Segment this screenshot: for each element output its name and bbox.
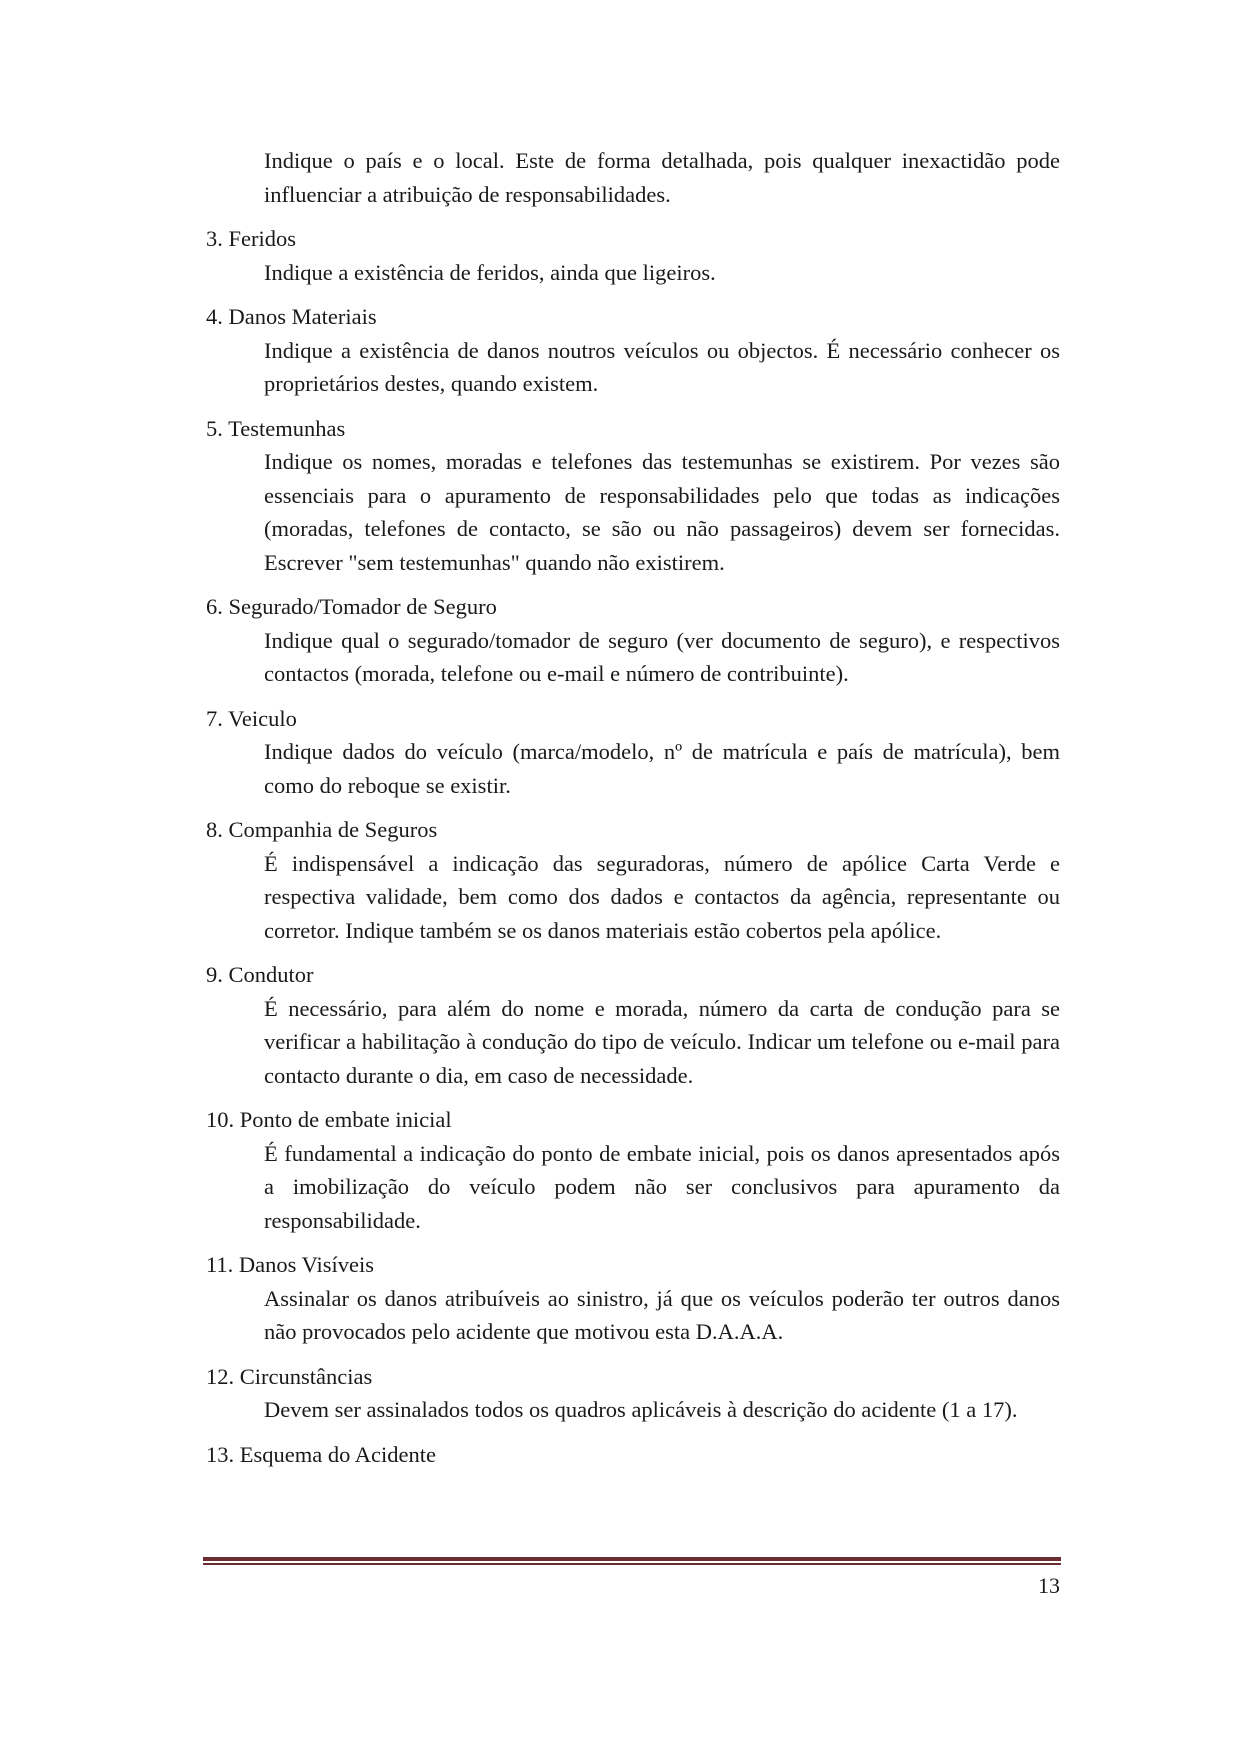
list-item <box>206 222 1060 289</box>
list-item <box>206 300 1060 401</box>
footer-rule-thick <box>203 1557 1061 1561</box>
list-item <box>206 1360 1060 1427</box>
item-title: 9. Condutor <box>206 962 314 987</box>
list-item <box>206 1248 1060 1349</box>
item-description: Indique qual o segurado/tomador de seguro (ver documento de seguro), e respectivos contactos (morada, telefone ou e-mail e número de contribuinte). <box>264 627 1060 686</box>
item-description: Indique a existência de danos noutros veículos ou objectos. É necessário conhecer os proprietários destes, quando existem. <box>264 337 1060 396</box>
footer-rule-thin <box>203 1563 1061 1565</box>
item-title: 7. Veiculo <box>206 705 297 731</box>
item-title: 12. Circunstâncias <box>206 1363 373 1389</box>
item-description: É indispensável a indicação das seguradoras, número de apólice Carta Verde e respectiva validade, bem como dos dados e contactos da agência, representante ou corretor. Indique também se os danos materiais estão cobertos pela apólice. <box>264 850 1060 943</box>
item-title: 4. Danos Materiais <box>206 304 377 329</box>
item-title: 10. Ponto de embate inicial <box>206 1107 452 1132</box>
list-item <box>206 958 1060 1092</box>
list-item <box>206 590 1060 691</box>
intro-paragraph: Indique o país e o local. Este de forma detalhada, pois qualquer inexactidão pode influenciar a atribuição de responsabilidades. <box>264 148 1060 207</box>
item-description: Devem ser assinalados todos os quadros aplicáveis à descrição do acidente (1 a 17). <box>264 1397 1018 1422</box>
item-title: 3. Feridos <box>206 226 296 251</box>
item-title: 5. Testemunhas <box>206 415 346 441</box>
list-item <box>206 702 1060 803</box>
list-item <box>206 813 1060 947</box>
item-description: Indique os nomes, moradas e telefones das testemunhas se existirem. Por vezes são essenciais para o apuramento de responsabilidades pelo que todas as indicações (moradas, telefones de contacto, se são ou não passageiros) devem ser fornecidas. Escrever "sem testemunhas" quando não existirem. <box>264 449 1060 575</box>
list-item <box>206 412 1060 580</box>
item-title: 8. Companhia de Seguros <box>206 817 438 842</box>
page-number: 13 <box>1038 1573 1060 1598</box>
item-description: Indique dados do veículo (marca/modelo, nº de matrícula e país de matrícula), bem como do reboque se existir. <box>264 739 1060 798</box>
footer-rule <box>203 1557 1061 1566</box>
item-description: É necessário, para além do nome e morada, número da carta de condução para se verificar a habilitação à condução do tipo de veículo. Indicar um telefone ou e-mail para contacto durante o dia, em caso de necessidade. <box>264 995 1060 1088</box>
item-description: Assinalar os danos atribuíveis ao sinistro, já que os veículos poderão ter outros danos não provocados pelo acidente que motivou esta D.A.A.A. <box>264 1285 1060 1344</box>
item-title: 6. Segurado/Tomador de Seguro <box>206 594 497 619</box>
item-title: 13. Esquema do Acidente <box>206 1441 436 1467</box>
list-item <box>206 1103 1060 1237</box>
item-description: Indique a existência de feridos, ainda que ligeiros. <box>264 259 716 285</box>
item-description: É fundamental a indicação do ponto de embate inicial, pois os danos apresentados após a imobilização do veículo podem não ser conclusivos para apuramento da responsabilidade. <box>264 1140 1060 1233</box>
item-title: 11. Danos Visíveis <box>206 1252 375 1277</box>
document-body <box>206 144 1060 1482</box>
list-item <box>206 1438 1060 1472</box>
